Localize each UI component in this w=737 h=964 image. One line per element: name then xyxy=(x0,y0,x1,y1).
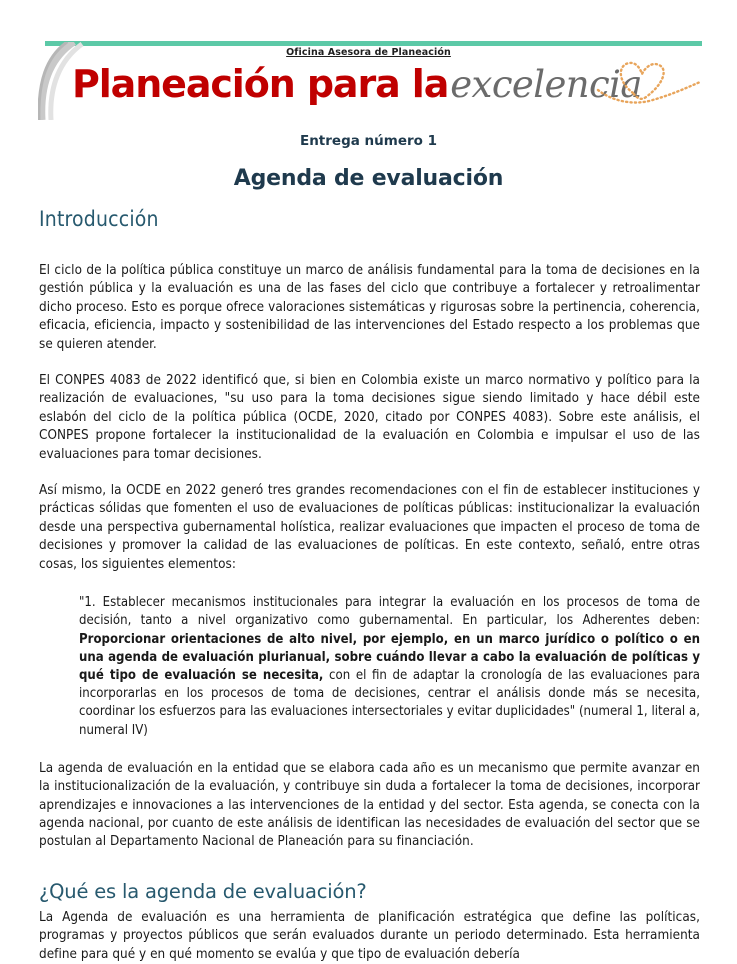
quote-tail-text: con el fin de adaptar la cronología de las evaluaciones para incorporarlas en los procesos de toma de decisiones, centrar el análisis donde más se necesita, coordinar los esfuerzos para las evaluaciones intersectoriales y evitar duplicidades" (numeral 1, literal a, numeral IV) xyxy=(79,667,700,738)
green-rule-decoration xyxy=(45,41,702,46)
brand-title-main: Planeación para la xyxy=(72,62,449,106)
section-heading-que-es-la-agenda: ¿Qué es la agenda de evaluación? xyxy=(39,879,367,903)
heart-flourish-icon xyxy=(588,57,708,115)
document-body xyxy=(39,206,700,964)
spacer xyxy=(39,740,700,760)
document-header-banner xyxy=(0,0,737,122)
spacer xyxy=(39,464,700,482)
spacer xyxy=(39,852,700,879)
office-label: Oficina Asesora de Planeación xyxy=(286,47,451,58)
delivery-number-label: Entrega número 1 xyxy=(299,133,438,149)
blockquote-ocde-recommendation xyxy=(79,594,700,740)
spacer xyxy=(39,354,700,372)
paragraph-intro-2: El CONPES 4083 de 2022 identificó que, si bien en Colombia existe un marco normativo y político para la realización de evaluaciones, "su uso para la toma decisiones sigue siendo limitado y hace débil este eslabón del ciclo de la política pública (OCDE, 2020, citado por CONPES 4083). Sobre este análisis, el CONPES propone fortalecer la institucionalidad de la evaluación en Colombia e impulsar el uso de las evaluaciones para tomar decisiones. xyxy=(39,373,700,462)
section-heading-introduccion: Introducción xyxy=(39,207,159,231)
quote-lead-text: "1. Establecer mecanismos institucionales para integrar la evaluación en los procesos de toma de decisión, tanto a nivel organizativo como gubernamental. En particular, los Adherentes deben: xyxy=(79,595,700,629)
page-title: Agenda de evaluación xyxy=(233,166,504,191)
paragraph-intro-1: El ciclo de la política pública constituye un marco de análisis fundamental para la toma de decisiones en la gestión pública y la evaluación es una de las fases del ciclo que contribuye a fortalecer y retroalimentar dicho proceso. Esto es porque ofrece valoraciones sistemáticas y rigurosas sobre la pertinencia, coherencia, eficacia, eficiencia, impacto y sostenibilidad de las intervenciones del Estado respecto a los problemas que se quieren atender. xyxy=(39,263,700,352)
brand-title-script: excelencia xyxy=(450,63,642,106)
quote-emphasis-text: Proporcionar orientaciones de alto nivel, por ejemplo, en un marco jurídico o político o en una agenda de evaluación plurianual, sobre cuándo llevar a cabo la evaluación de políticas y qué tipo de evaluación se necesita, xyxy=(79,631,700,683)
paragraph-intro-4: La agenda de evaluación en la entidad que se elabora cada año es un mecanismo que permite avanzar en la institucionalización de la evaluación, y contribuye sin duda a fortalecer la toma de decisiones, incorporar aprendizajes e innovaciones a las intervenciones de la entidad y del sector. Esta agenda, se conecta con la agenda nacional, por cuanto de este análisis de identifican las necesidades de evaluación del sector que se postulan al Departamento Nacional de Planeación para su financiación. xyxy=(39,760,700,850)
paragraph-intro-3: Así mismo, la OCDE en 2022 generó tres grandes recomendaciones con el fin de establecer instituciones y prácticas sólidas que fomenten el uso de evaluaciones de políticas públicas: institucionalizar la evaluación desde una perspectiva gubernamental holística, realizar evaluaciones que impacten el proceso de toma de decisiones y promover la calidad de las evaluaciones de políticas. En este contexto, señaló, entre otras cosas, los siguientes elementos: xyxy=(39,483,700,572)
spacer xyxy=(39,232,700,262)
paragraph-what-1: La Agenda de evaluación es una herramienta de planificación estratégica que define las políticas, programas y proyectos públicos que serán evaluados durante un periodo determinado. Esta herramienta define para qué y en qué momento se evalúa y que tipo de evaluación debería xyxy=(39,909,700,962)
spacer xyxy=(39,574,700,594)
